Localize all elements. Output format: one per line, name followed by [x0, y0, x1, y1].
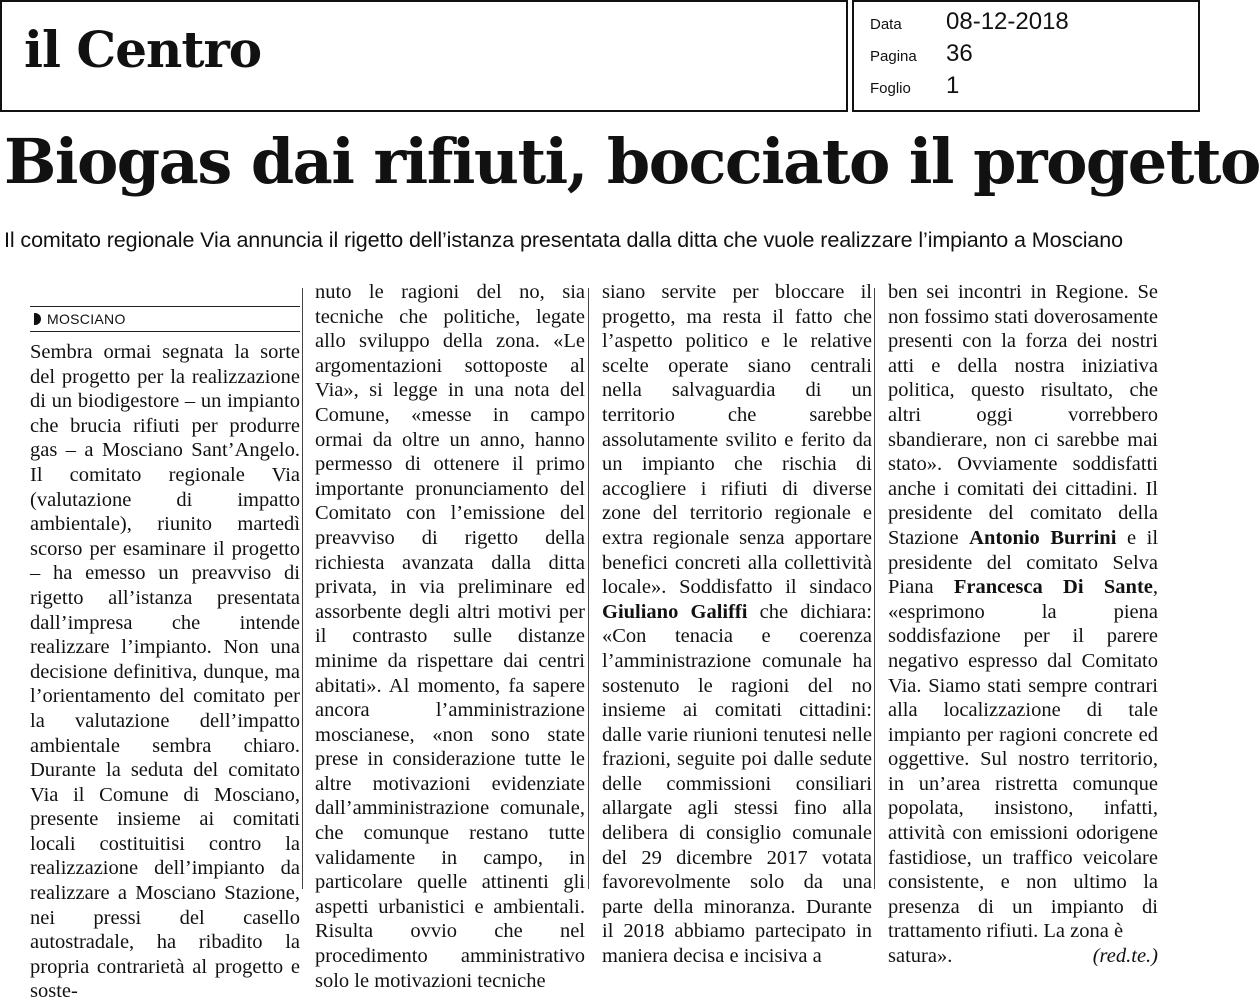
- meta-sheet-label: Foglio: [870, 80, 911, 97]
- newspaper-masthead: il Centro: [24, 20, 262, 79]
- kicker-label: MOSCIANO: [47, 311, 126, 327]
- meta-sheet-row: [870, 72, 959, 102]
- meta-page-value: 36: [946, 40, 973, 67]
- meta-date-label: Data: [870, 16, 902, 33]
- article-column-2: [315, 280, 585, 992]
- person-name-burrini: Antonio Burrini: [969, 526, 1117, 549]
- column-3-text-b: che dichiara: «Con tenacia e coerenza l’amministrazione comunale ha sostenuto le ragioni del no insieme ai comitati cittadini: dalle varie riunioni tenutesi nelle frazioni, seguite poi dalle sedute delle commissioni consiliari allargate agli stessi fino alla delibera di consiglio comunale del 29 dicembre 2017 votata favorevolmente solo da una parte della minoranza. Durante il 2018 abbiamo partecipato in maniera decisa e incisiva a: [602, 600, 872, 968]
- column-3-text: [602, 280, 872, 969]
- column-4-text: [888, 280, 1158, 944]
- article-column-1: [30, 340, 300, 1003]
- meta-page-label: Pagina: [870, 48, 917, 65]
- article-subheadline: Il comitato regionale Via annuncia il rigetto dell’istanza presentata dalla ditta che vuole realizzare l’impianto a Mosciano: [4, 228, 1123, 252]
- column-3-text-a: siano servite per bloccare il progetto, ma resta il fatto che l’aspetto politico e le relative scelte operate siano centrali nella salvaguardia di un territorio che sarebbe assolutamente svilito e ferito da un impianto che rischia di accogliere i rifiuti di diverse zone del territorio regionale e extra regionale senza apportare benefici concreti alla collettività locale». Soddisfatto il sindaco: [602, 281, 872, 599]
- column-4-end: satura».: [888, 945, 953, 968]
- person-name-di-sante: Francesca Di Sante: [953, 576, 1153, 599]
- column-1-text: Sembra ormai segnata la sorte del progetto per la realizzazione di un biodigestore – un impianto che brucia rifiuti per produrre gas – a Mosciano Sant’Angelo. Il comitato regionale Via (valutazione di impatto ambientale), riunito martedì scorso per esaminare il progetto – ha emesso un preavviso di rigetto all’istanza presentata dall’impresa che intende realizzare l’impianto. Non una decisione definitiva, dunque, ma l’orientamento del comitato per la valutazione dell’impatto ambientale sembra chiaro. Durante la seduta del comitato Via il Comune di Mosciano, presente insieme ai comitati locali costituitisi contro la realizzazione dell’impianto da realizzare a Mosciano Stazione, nei pressi del casello autostradale, ha ribadito la propria contrarietà al progetto e soste-: [30, 341, 300, 1003]
- article-column-3: [602, 280, 872, 968]
- column-4-last-line: [888, 944, 1158, 969]
- article-headline: Biogas dai rifiuti, bocciato il progetto: [4, 125, 1260, 198]
- masthead-box: [0, 0, 848, 112]
- article-column-4: [888, 280, 1159, 968]
- author-signature: (red.te.): [1092, 945, 1158, 968]
- clipping-meta-box: [852, 0, 1200, 112]
- meta-date-value: 08-12-2018: [946, 8, 1069, 35]
- column-4-text-b: e il presidente del comitato Selva Piana: [888, 526, 1159, 599]
- meta-date-row: [870, 8, 1069, 38]
- column-2-text: nuto le ragioni del no, sia tecniche che politiche, legate allo sviluppo della zona. «Le argomentazioni sottoposte al Via», si legge in una nota del Comune, «messe in campo ormai da oltre un anno, hanno permesso di ottenere il primo importante pronunciamento del Comitato con l’emissione del preavviso di rigetto della richiesta avanzata dalla ditta privata, in via preliminare ed assorbente degli altri motivi per il contrasto sulle distanze minime da rispettare dai centri abitati». Al momento, fa sapere ancora l’amministrazione moscianese, «non sono state prese in considerazione tutte le altre motivazioni evidenziate dall’amministrazione comunale, che comunque restano tutte validamente in campo, in particolare quelle attinenti gli aspetti urbanistici e ambientali. Risulta ovvio che nel procedimento amministrativo solo le motivazioni tecniche: [315, 281, 585, 992]
- column-4-text-c: , «esprimono la piena soddisfazione per il parere negativo espresso dal Comitato Via. Siamo stati sempre contrari alla localizzazione di tale impianto per ragioni concrete ed oggettive. Sul nostro territorio, in un’area ristretta comunque popolata, insistono, infatti, attività con emissioni odorigene fastidiose, un traffico veicolare consistente, e non ultimo la presenza di un impianto di trattamento rifiuti. La zona è: [888, 576, 1159, 943]
- article-body: [30, 280, 1170, 1003]
- meta-page-row: [870, 40, 973, 70]
- mayor-name: Giuliano Galiffi: [602, 600, 748, 623]
- column-4-text-a: ben sei incontri in Regione. Se non fossimo stati doverosamente presenti con la forza dei nostri atti e della nostra iniziativa politica, questo risultato, che altri oggi vorrebbero sbandierare, non ci sarebbe mai stato». Ovviamente soddisfatti anche i comitati dei cittadini. Il presidente del comitato della Stazione: [888, 281, 1158, 549]
- meta-sheet-value: 1: [946, 72, 960, 99]
